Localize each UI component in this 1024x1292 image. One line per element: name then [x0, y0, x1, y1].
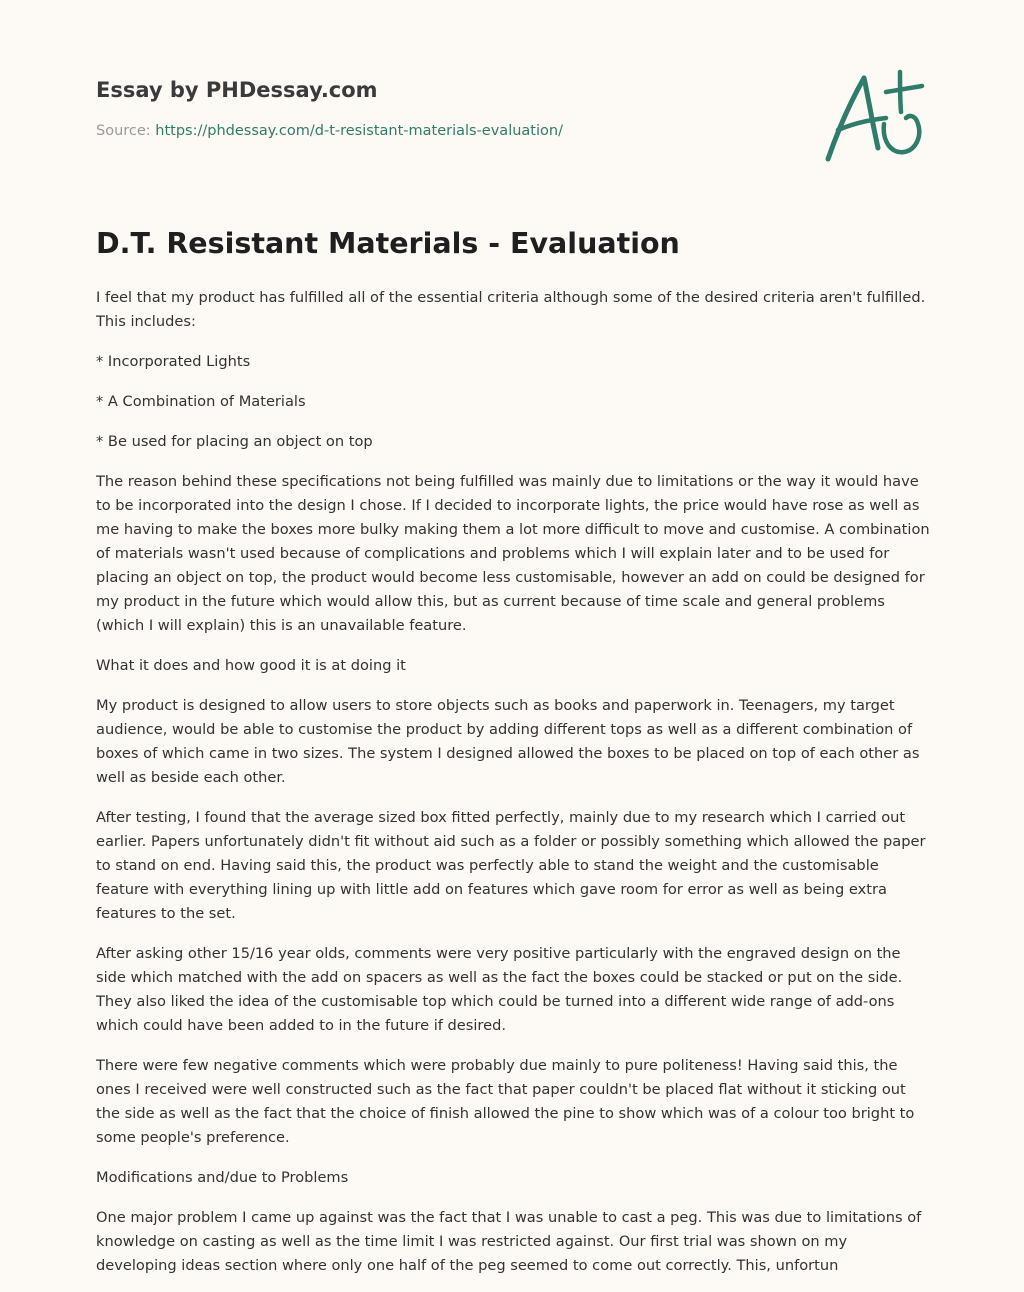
- paragraph: The reason behind these specifications not being fulfilled was mainly due to limitations or the way it would have to be incorporated into the design I chose. If I decided to incorporate lights, the price would have rose as well as me having to make the boxes more bulky making them a lot more difficult to move and customise. A combination of materials wasn't used because of complications and problems which I will explain later and to be used for placing an object on top, the product would become less customisable, however an add on could be designed for my product in the future which would allow this, but as current because of time scale and general problems (which I will explain) this is an unavailable feature.: [96, 473, 930, 634]
- section-heading: What it does and how good it is at doing it: [96, 657, 406, 674]
- paragraph: My product is designed to allow users to store objects such as books and paperwork in. Teenagers, my target audience, would be able to customise the product by adding different tops as well as a different combination of boxes of which came in two sizes. The system I designed allowed the boxes to be placed on top of each other as well as beside each other.: [96, 697, 920, 786]
- essay-body: [96, 286, 930, 1282]
- source-line: [96, 120, 796, 142]
- list-item: * Be used for placing an object on top: [96, 433, 373, 450]
- section-heading: Modifications and/due to Problems: [96, 1169, 349, 1186]
- list-item: * A Combination of Materials: [96, 393, 306, 410]
- a-plus-logo-icon: [820, 66, 930, 166]
- paragraph: After asking other 15/16 year olds, comments were very positive particularly with the engraved design on the side which matched with the add on spacers as well as the fact the boxes could be stacked or put on the side. They also liked the idea of the customisable top which could be turned into a different wide range of add-ons which could have been added to in the future if desired.: [96, 945, 903, 1034]
- essay-header: [96, 74, 796, 142]
- list-item: * Incorporated Lights: [96, 353, 251, 370]
- paragraph: One major problem I came up against was the fact that I was unable to cast a peg. This was due to limitations of knowledge on casting as well as the time limit I was restricted against. Our first trial was shown on my developing ideas section where only one half of the peg seemed to come out correctly. This, unfortun: [96, 1209, 922, 1274]
- brand-name: Essay by PHDessay.com: [96, 78, 378, 102]
- source-link[interactable]: https://phdessay.com/d-t-resistant-materials-evaluation/: [155, 123, 563, 139]
- paragraph: There were few negative comments which were probably due mainly to pure politeness! Having said this, the ones I received were well constructed such as the fact that paper couldn't be placed flat without it sticking out the side as well as the fact that the choice of finish allowed the pine to show which was of a colour too bright to some people's preference.: [96, 1057, 915, 1146]
- source-label: Source:: [96, 123, 151, 139]
- essay-title: D.T. Resistant Materials - Evaluation: [96, 227, 680, 260]
- paragraph: I feel that my product has fulfilled all of the essential criteria although some of the desired criteria aren't fulfilled. This includes:: [96, 289, 926, 330]
- paragraph: After testing, I found that the average sized box fitted perfectly, mainly due to my research which I carried out earlier. Papers unfortunately didn't fit without aid such as a folder or possibly something which allowed the paper to stand on end. Having said this, the product was perfectly able to stand the weight and the customisable feature with everything lining up with little add on features which gave room for error as well as being extra features to the set.: [96, 809, 926, 922]
